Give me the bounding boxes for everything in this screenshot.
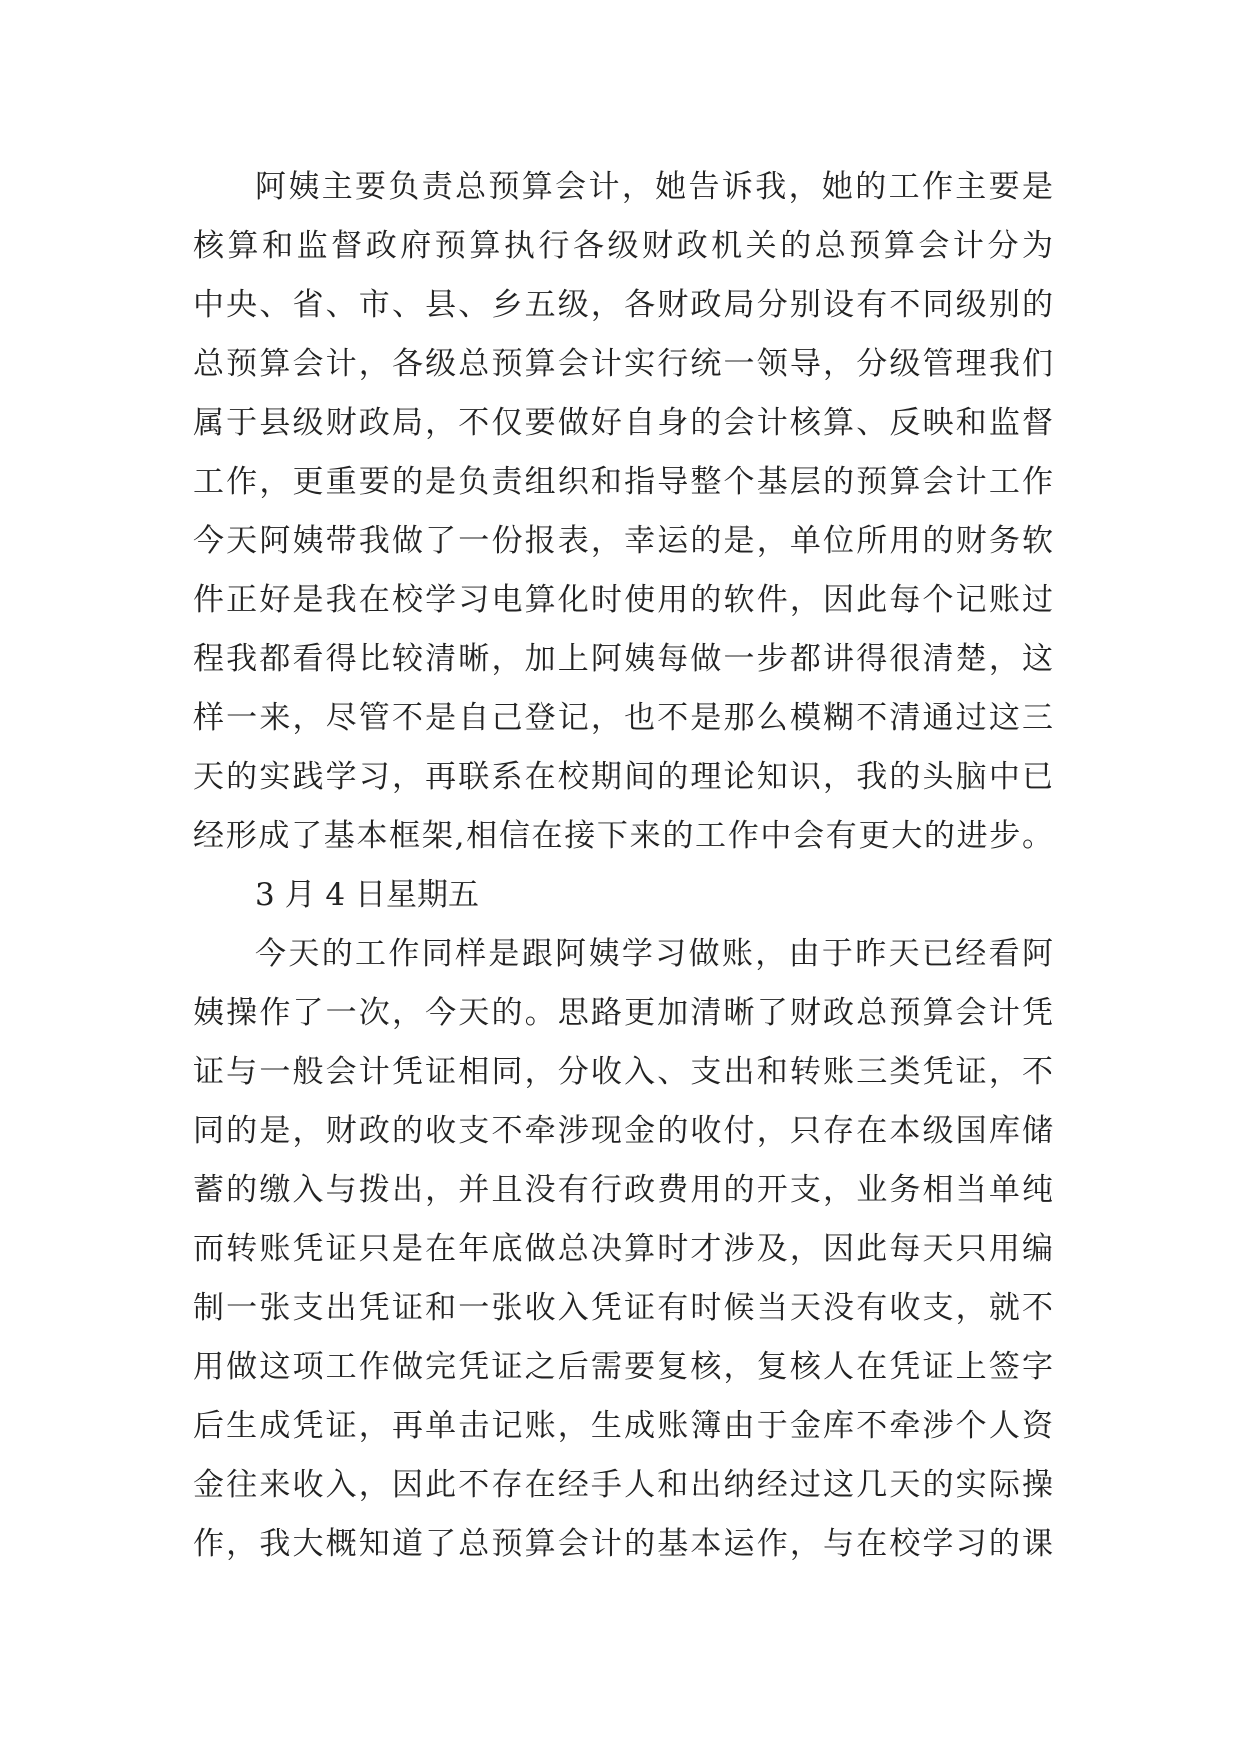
text-line: 用做这项工作做完凭证之后需要复核，复核人在凭证上签字	[193, 1349, 1053, 1385]
text-line: 姨操作了一次，今天的。思路更加清晰了财政总预算会计凭	[193, 995, 1053, 1031]
text-line: 中央、省、市、县、乡五级，各财政局分别设有不同级别的	[193, 287, 1053, 323]
text-line: 总预算会计，各级总预算会计实行统一领导，分级管理我们	[193, 346, 1053, 382]
text-line: 工作，更重要的是负责组织和指导整个基层的预算会计工作	[193, 464, 1053, 500]
text-line: 天的实践学习，再联系在校期间的理论知识，我的头脑中已	[193, 759, 1053, 795]
text-line: 而转账凭证只是在年底做总决算时才涉及，因此每天只用编	[193, 1231, 1053, 1267]
text-line: 属于县级财政局，不仅要做好自身的会计核算、反映和监督	[193, 405, 1053, 441]
text-line: 后生成凭证，再单击记账，生成账簿由于金库不牵涉个人资	[193, 1408, 1053, 1444]
text-line: 今天阿姨带我做了一份报表，幸运的是，单位所用的财务软	[193, 523, 1053, 559]
text-line: 今天的工作同样是跟阿姨学习做账，由于昨天已经看阿	[255, 936, 1053, 972]
text-line: 核算和监督政府预算执行各级财政机关的总预算会计分为	[193, 228, 1053, 264]
text-line: 件正好是我在校学习电算化时使用的软件，因此每个记账过	[193, 582, 1053, 618]
text-line: 证与一般会计凭证相同，分收入、支出和转账三类凭证，不	[193, 1054, 1053, 1090]
text-line: 同的是，财政的收支不牵涉现金的收付，只存在本级国库储	[193, 1113, 1053, 1149]
text-line: 制一张支出凭证和一张收入凭证有时候当天没有收支，就不	[193, 1290, 1053, 1326]
text-line: 3 月 4 日星期五	[255, 877, 480, 913]
text-line: 蓄的缴入与拨出，并且没有行政费用的开支，业务相当单纯	[193, 1172, 1053, 1208]
text-line: 金往来收入，因此不存在经手人和出纳经过这几天的实际操	[193, 1467, 1053, 1503]
text-line: 样一来，尽管不是自己登记，也不是那么模糊不清通过这三	[193, 700, 1053, 736]
text-line: 作，我大概知道了总预算会计的基本运作，与在校学习的课	[193, 1526, 1053, 1562]
text-line: 阿姨主要负责总预算会计，她告诉我，她的工作主要是	[255, 169, 1053, 205]
document-body	[193, 158, 1053, 1574]
text-line: 经形成了基本框架,相信在接下来的工作中会有更大的进步。	[193, 818, 1053, 854]
text-line: 程我都看得比较清晰，加上阿姨每做一步都讲得很清楚，这	[193, 641, 1053, 677]
